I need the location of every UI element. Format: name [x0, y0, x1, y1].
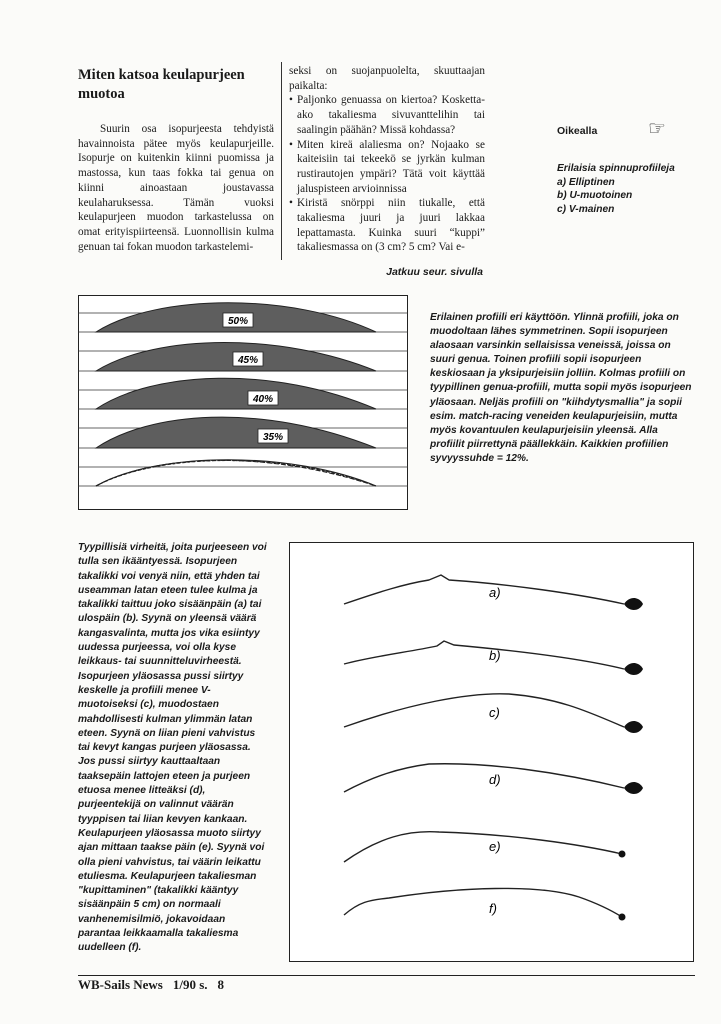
issue-number: 1/90 s.: [172, 977, 208, 992]
shape-label: a): [489, 585, 501, 600]
bullet-list: [289, 93, 485, 255]
forestay-point-e: [619, 851, 626, 858]
shape-label: b): [489, 648, 501, 663]
page-number: 8: [217, 977, 225, 992]
pointing-hand-icon: ☞: [648, 118, 666, 140]
profile-label: 50%: [227, 316, 249, 327]
spinnaker-profiles-title: Erilaisia spinnuprofiileja: [557, 163, 675, 174]
spinnaker-profile-item: b) U-muotoinen: [557, 190, 633, 201]
bullet-item: • Paljonko genuassa on kiertoa? Koskettaako takaliesma sivuvanttelihin tai saalingin päähän? Missä kohdassa?: [289, 93, 485, 137]
profile-label: 40%: [252, 394, 274, 405]
article-column-2: [289, 64, 485, 255]
spinnaker-profile-item: c) V-mainen: [557, 203, 615, 215]
shape-label: c): [489, 705, 500, 720]
forestay-point-f: [619, 914, 626, 921]
profile-figure-caption: Erilainen profiili eri käyttöön. Ylinnä profiili, joka on muodoltaan lähes symmetrinen. Sopii isopurjeen alaosaan varsinkin sellaisissa veneissä, joissa on suuri genua. Toinen profiili sopii isopurjeen keskiosaan ja yksipurjeisiin jolliin. Kolmas profiili on tyypillinen genua-profiili, mutta sopii myös isopurjeen yläosaan. Neljäs profiili on "kiihdytysmallia" ja sopii esim. match-racing veneiden keulapurjeisiin, mutta myös kovantuulen keulapurjeisiin yleensä. Alla profiilit piirrettynä päällekkäin. Kaikkien profiilien syvyyssuhde = 12%.: [430, 312, 692, 464]
shape-label: e): [489, 839, 501, 854]
right-note-heading: Oikealla: [557, 125, 598, 137]
profile-depth-figure: [78, 295, 408, 510]
bullet-item: • Kiristä snörppi niin tiukalle, että takaliesma juuri ja juuri lakkaa lepattamasta. Kuinka suuri “kuppi” takaliesmassa on (3 cm? 5 cm? Vai e-: [289, 196, 485, 255]
continued-note: Jatkuu seur. sivulla: [386, 266, 483, 278]
typical-errors-text: Tyypillisiä virheitä, joita purjeeseen voi tulla sen ikääntyessä. Isopurjeen takalikki voi venyä niin, että yhden tai useamman latan eteen tulee kulma ja takalikki taittuu joko sisäänpäin (a) tai ulospäin (b). Syynä on yleensä väärä kangasvalinta, mutta jos vika esiintyy uudessa purjeessa, voi olla kyse leikkaus- tai suunnitteluvirheestä. Isopurjeen yläosassa pussi siirtyy keskelle ja profiili menee V-muotoiseksi (c), muodostaen mahdollisesti kulman ylimmän latan eteen. Syynä on liian pieni vahvistus tai kevyt kangas purjeen yläosassa. Jos pussi siirtyy kauttaaltaan taaksepäin lattojen eteen ja purjeen etuosa menee litteäksi (d), purjeentekijä on valinnut väärän tyyppisen tai liian kevyen kankaan. Keulapurjeen yläosassa muoto siirtyy ajan mittaan taakse päin (e). Syynä voi olla pieni vahvistus, tai väärin leikattu etuliesma. Keulapurjeen takaliesman "kupittaminen" (takalikki kääntyy sisäänpäin 5 cm) on normaali vanhenemisilmiö, jokavoidaan parantaa leikkaamalla takaliesma uudelleen (f).: [78, 542, 267, 954]
spinnaker-profiles-list: [557, 176, 707, 217]
shape-label: f): [489, 901, 497, 916]
page-footer: [78, 976, 234, 994]
column-2-lead: seksi on suojanpuolelta, skuuttaajan paikalta:: [289, 65, 485, 92]
publication-name: WB-Sails News: [78, 977, 163, 992]
article-title: Miten katsoa keulapurjeen muotoa: [78, 67, 245, 102]
column-divider: [281, 62, 282, 260]
shape-label: d): [489, 772, 501, 787]
spinnaker-profile-item: a) Elliptinen: [557, 176, 615, 188]
sail-error-shapes-figure: [289, 542, 694, 962]
article-intro: [78, 122, 274, 254]
profile-label: 35%: [262, 432, 284, 443]
profile-label: 45%: [237, 355, 259, 366]
intro-paragraph: Suurin osa isopurjeesta tehdyistä havainnoista pätee myös keulapurjeille. Isopurje on kuitenkin kiinni puomissa ja mastossa, kun taas fokka tai genua on kiinni ainoastaan joustavassa keulaharuksessa. Tämän vuoksi keulapurjeen muodon tarkastelussa on omat erityispiirteensä. Luonnollisin kulma genuan tai fokan muodon tarkastelemi-: [78, 123, 274, 253]
bullet-item: • Miten kireä alaliesma on? Nojaako se kaiteisiin tai tekeekö se jyrkän kulman rustirautojen ympäri? Tätä voit käyttää jaluspisteen arvioinnissa: [289, 138, 485, 197]
spinnaker-profiles-note: [557, 162, 707, 216]
